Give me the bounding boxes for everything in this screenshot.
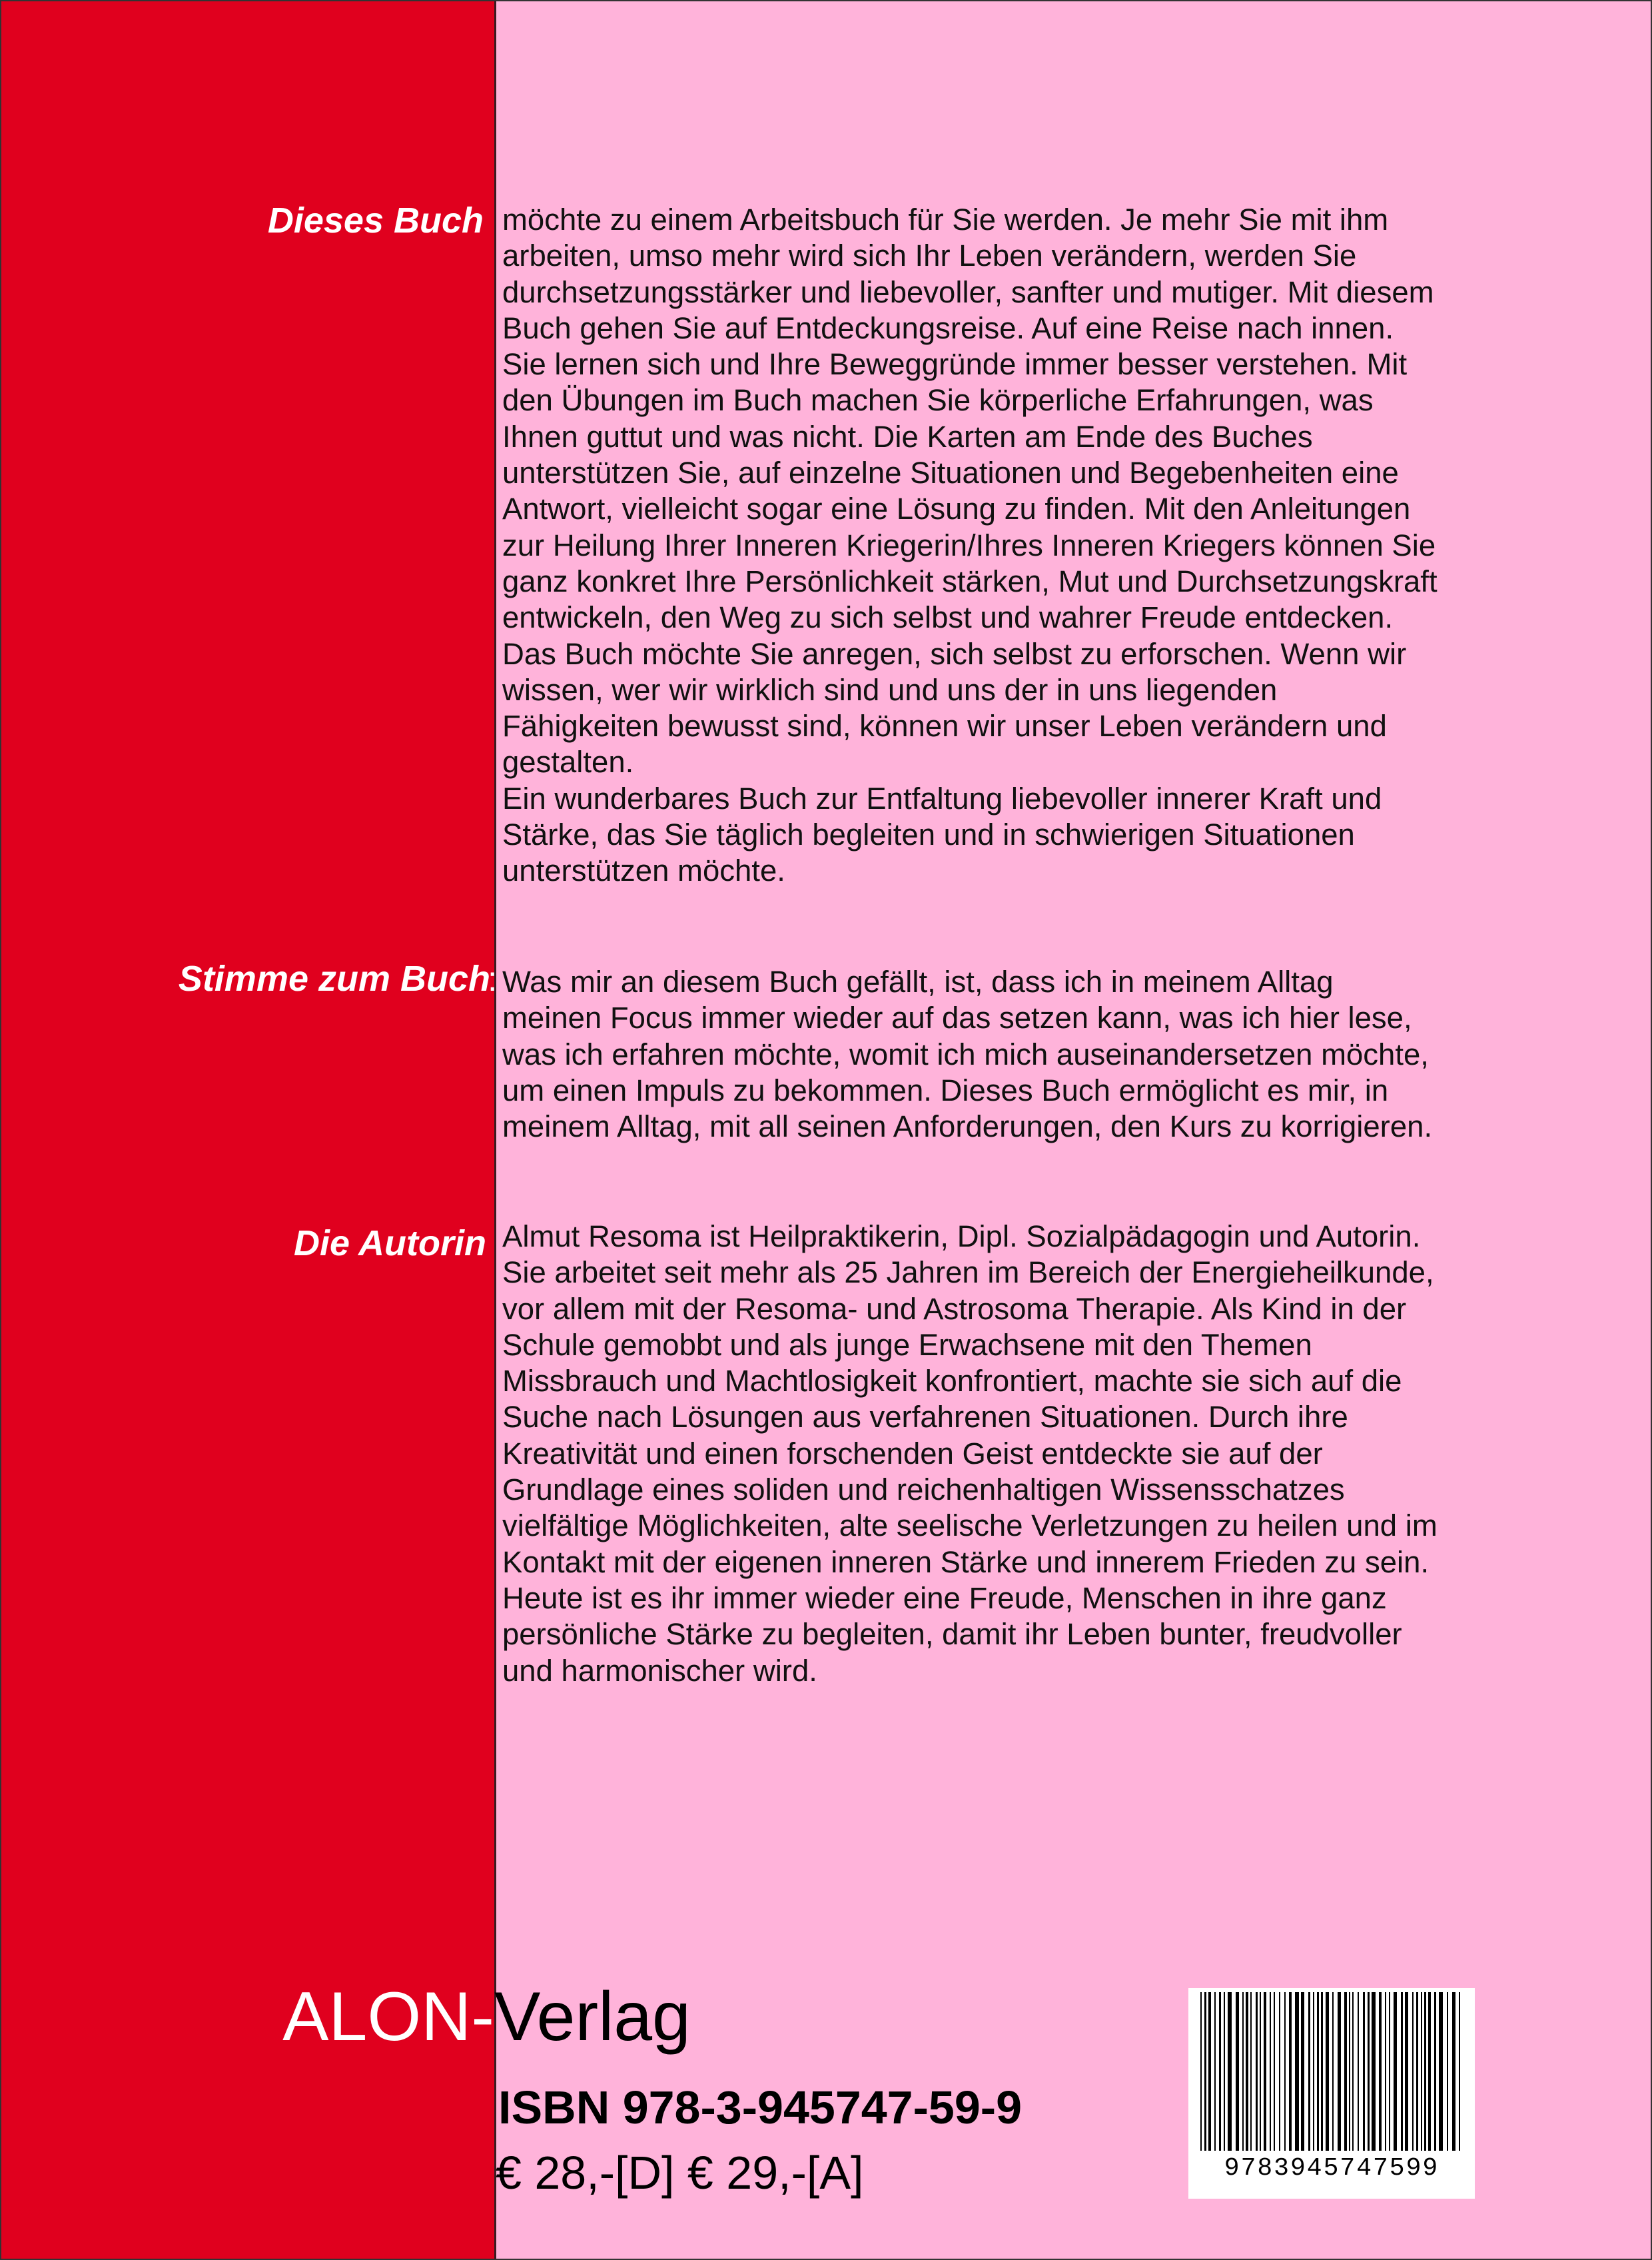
section-text-stimme-zum-buch: Was mir an diesem Buch gefällt, ist, dass ich in meinem Alltag meinen Focus immer wieder auf das setzen kann, was ich hier lese, was ich erfahren möchte, womit ich mich auseinandersetzen möchte, um einen Impuls zu bekommen. Dieses Buch ermöglicht es mir, in meinem Alltag, mit all seinen Anforderungen, den Kurs zu korrigieren. [502, 965, 1433, 1144]
section-text-die-autorin: Almut Resoma ist Heilpraktikerin, Dipl. Sozialpädagogin und Autorin. Sie arbeitet seit mehr als 25 Jahren im Bereich der Energieheilkunde, vor allem mit der Resoma- und Astrosoma Therapie. Als Kind in der Schule gemobbt und als junge Erwachsene mit den Themen Missbrauch und Machtlosigkeit konfrontiert, machte sie sich auf die Suche nach Lösungen aus verfahrenen Situationen. Durch ihre Kreativität und einen forschenden Geist entdeckte sie auf der Grundlage eines soliden und reichenhaltigen Wissensschatzes vielfältige Möglichkeiten, alte seelische Verletzungen zu heilen und im Kontakt mit der eigenen inneren Stärke und innerem Frieden zu sein. Heute ist es ihr immer wieder eine Freude, Menschen in ihre ganz persönliche Stärke zu begleiten, damit ihr Leben bunter, freudvoller und harmonischer wird. [502, 1219, 1438, 1688]
section-label-dieses-buch: Dieses Buch [267, 201, 484, 241]
section-label-die-autorin: Die Autorin [294, 1223, 486, 1263]
isbn-number: ISBN 978-3-945747-59-9 [498, 2081, 1023, 2133]
band-divider [494, 0, 496, 2260]
section-text-dieses-buch: möchte zu einem Arbeitsbuch für Sie werden. Je mehr Sie mit ihm arbeiten, umso mehr wird sich Ihr Leben verändern, werden Sie durchsetzungsstärker und liebevoller, sanfter und mutiger. Mit diesem Buch gehen Sie auf Entdeckungsreise. Auf eine Reise nach innen. Sie lernen sich und Ihre Beweggründe immer besser verstehen. Mit den Übungen im Buch machen Sie körperliche Erfahrungen, was Ihnen guttut und was nicht. Die Karten am Ende des Buches unterstützen Sie, auf einzelne Situationen und Begebenheiten eine Antwort, vielleicht sogar eine Lösung zu finden. Mit den Anleitungen zur Heilung Ihrer Inneren Kriegerin/Ihres Inneren Kriegers können Sie ganz konkret Ihre Persönlichkeit stärken, Mut und Durchsetzungskraft entwickeln, den Weg zu sich selbst und wahrer Freude entdecken. Das Buch möchte Sie anregen, sich selbst zu erforschen. Wenn wir wissen, wer wir wirklich sind und uns der in uns liegenden Fähigkeiten bewusst sind, können wir unser Leben verändern und gestalten. Ein wunderbares Buch zur Entfaltung liebevoller innerer Kraft und Stärke, das Sie täglich begleiten und in schwierigen Situationen unterstützen möchte. [502, 203, 1438, 888]
price-label: € 28,-[D] € 29,-[A] [496, 2147, 864, 2199]
section-label-colon: : [488, 960, 498, 999]
barcode-bars-icon [1188, 1988, 1475, 2155]
barcode-digits: 9783945747599 [1224, 2154, 1440, 2183]
publisher-name-part2: Verlag [494, 1978, 691, 2055]
publisher-name-part1: ALON- [282, 1978, 494, 2055]
barcode [1188, 1988, 1475, 2199]
section-label-stimme-zum-buch: Stimme zum Buch [178, 959, 490, 999]
left-color-band [0, 0, 494, 2260]
